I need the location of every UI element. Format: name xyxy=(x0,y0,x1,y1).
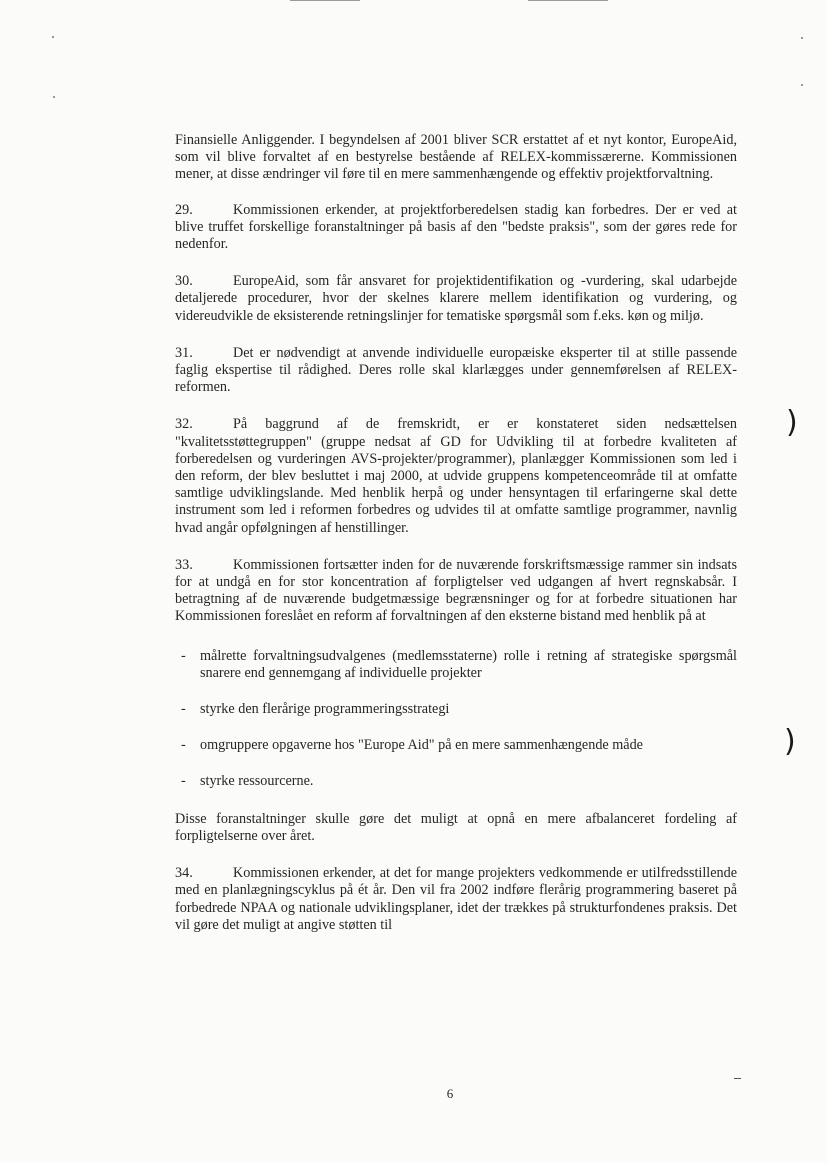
measures-list xyxy=(175,648,737,791)
intro-paragraph: Finansielle Anliggender. I begyndelsen af 2001 bliver SCR erstattet af et nyt kontor, EuropeAid, som vil blive forvaltet af en bestyrelse bestående af RELEX-kommissærerne. Kommissionen mener, at disse ændringer vil føre til en mere sammenhængende og effektiv projektforvaltning. xyxy=(175,132,737,183)
list-item: - styrke den flerårige programmeringsstrategi xyxy=(175,701,737,718)
list-item: - omgruppere opgaverne hos "Europe Aid" på en mere sammenhængende måde xyxy=(175,737,737,754)
section-number: 31. xyxy=(175,344,193,361)
page-number: 6 xyxy=(446,1086,454,1101)
section-text: På baggrund af de fremskridt, er er konstateret siden nedsættelsen "kvalitetsstøttegruppen" (gruppe nedsat af GD for Udvikling til at forbedre kvaliteten af forberedelsen og vurderingen AVS-projekter/programmer), planlægger Kommissionen som led i den reform, der blev besluttet i maj 2000, at udvide gruppens kompetenceområde til at omfatte samtlige udviklingslande. Med henblik herpå og under hensyntagen til erfaringerne skal dette instrument som led i reformen forbedres og udvides til at omfatte samtlige programmer, navnlig hvad angår opfølgningen af henstillinger. xyxy=(175,416,737,536)
closing-paragraph: Disse foranstaltninger skulle gøre det muligt at opnå en mere afbalanceret fordeling af forpligtelserne over året. xyxy=(175,810,737,844)
scan-edge-line xyxy=(528,0,608,1)
section-number: 34. xyxy=(175,865,193,882)
section-number: 32. xyxy=(175,416,193,433)
scan-mark xyxy=(734,1078,741,1079)
scan-speck xyxy=(801,84,803,86)
section-34 xyxy=(175,865,737,934)
section-number: 30. xyxy=(175,273,193,290)
section-32 xyxy=(175,416,737,536)
list-item: - målrette forvaltningsudvalgenes (medlemsstaterne) rolle i retning af strategiske spørgsmål snarere end gennemgang af individuelle projekter xyxy=(175,648,737,682)
section-text: EuropeAid, som får ansvaret for projektidentifikation og -vurdering, skal udarbejde detaljerede procedurer, hvor der skelnes klarere mellem identifikation og vurdering, og videreudvikle de eksisterende retningslinjer for tematiske spørgsmål som f.eks. køn og miljø. xyxy=(175,273,737,324)
section-number: 29. xyxy=(175,201,193,218)
section-number: 33. xyxy=(175,556,193,573)
section-text: Det er nødvendigt at anvende individuelle europæiske eksperter til at stille passende faglig ekspertise til rådighed. Deres rolle skal klarlægges under gennemførelsen af RELEX-reformen. xyxy=(175,344,737,396)
scan-edge-line xyxy=(290,0,360,1)
section-31 xyxy=(175,345,737,397)
section-text: Kommissionen erkender, at det for mange projekters vedkommende er utilfredsstillende med en planlægningscyklus på ét år. Den vil fra 2002 indføre flerårig programmering baseret på forbedrede NPAA og nationale udviklingsplaner, idet der trækkes på strukturfondenes praksis. Det vil gøre det muligt at angive støtten til xyxy=(175,865,737,933)
punch-hole-mark: ) xyxy=(786,405,798,440)
section-text: Kommissionen fortsætter inden for de nuværende forskriftsmæssige rammer sin indsats for at undgå en for stor koncentration af forpligtelser ved udgangen af hvert regnskabsår. I betragtning af de nuværende budgetmæssige begrænsninger og for at forbedre situationen har Kommissionen foreslået en reform af forvaltningen af den eksterne bistand med henblik på at xyxy=(175,556,737,625)
document-page xyxy=(175,132,737,954)
scan-speck xyxy=(52,36,54,38)
list-item: - styrke ressourcerne. xyxy=(175,773,737,790)
section-text: Kommissionen erkender, at projektforberedelsen stadig kan forbedres. Der er ved at blive truffet forskellige foranstaltninger på basis af den "bedste praksis", som der gøres rede for nedenfor. xyxy=(175,201,737,253)
scan-speck xyxy=(53,96,55,98)
section-29 xyxy=(175,202,737,254)
scan-speck xyxy=(801,37,803,39)
section-30 xyxy=(175,273,737,325)
section-33 xyxy=(175,557,737,626)
punch-hole-mark: ) xyxy=(784,724,796,759)
